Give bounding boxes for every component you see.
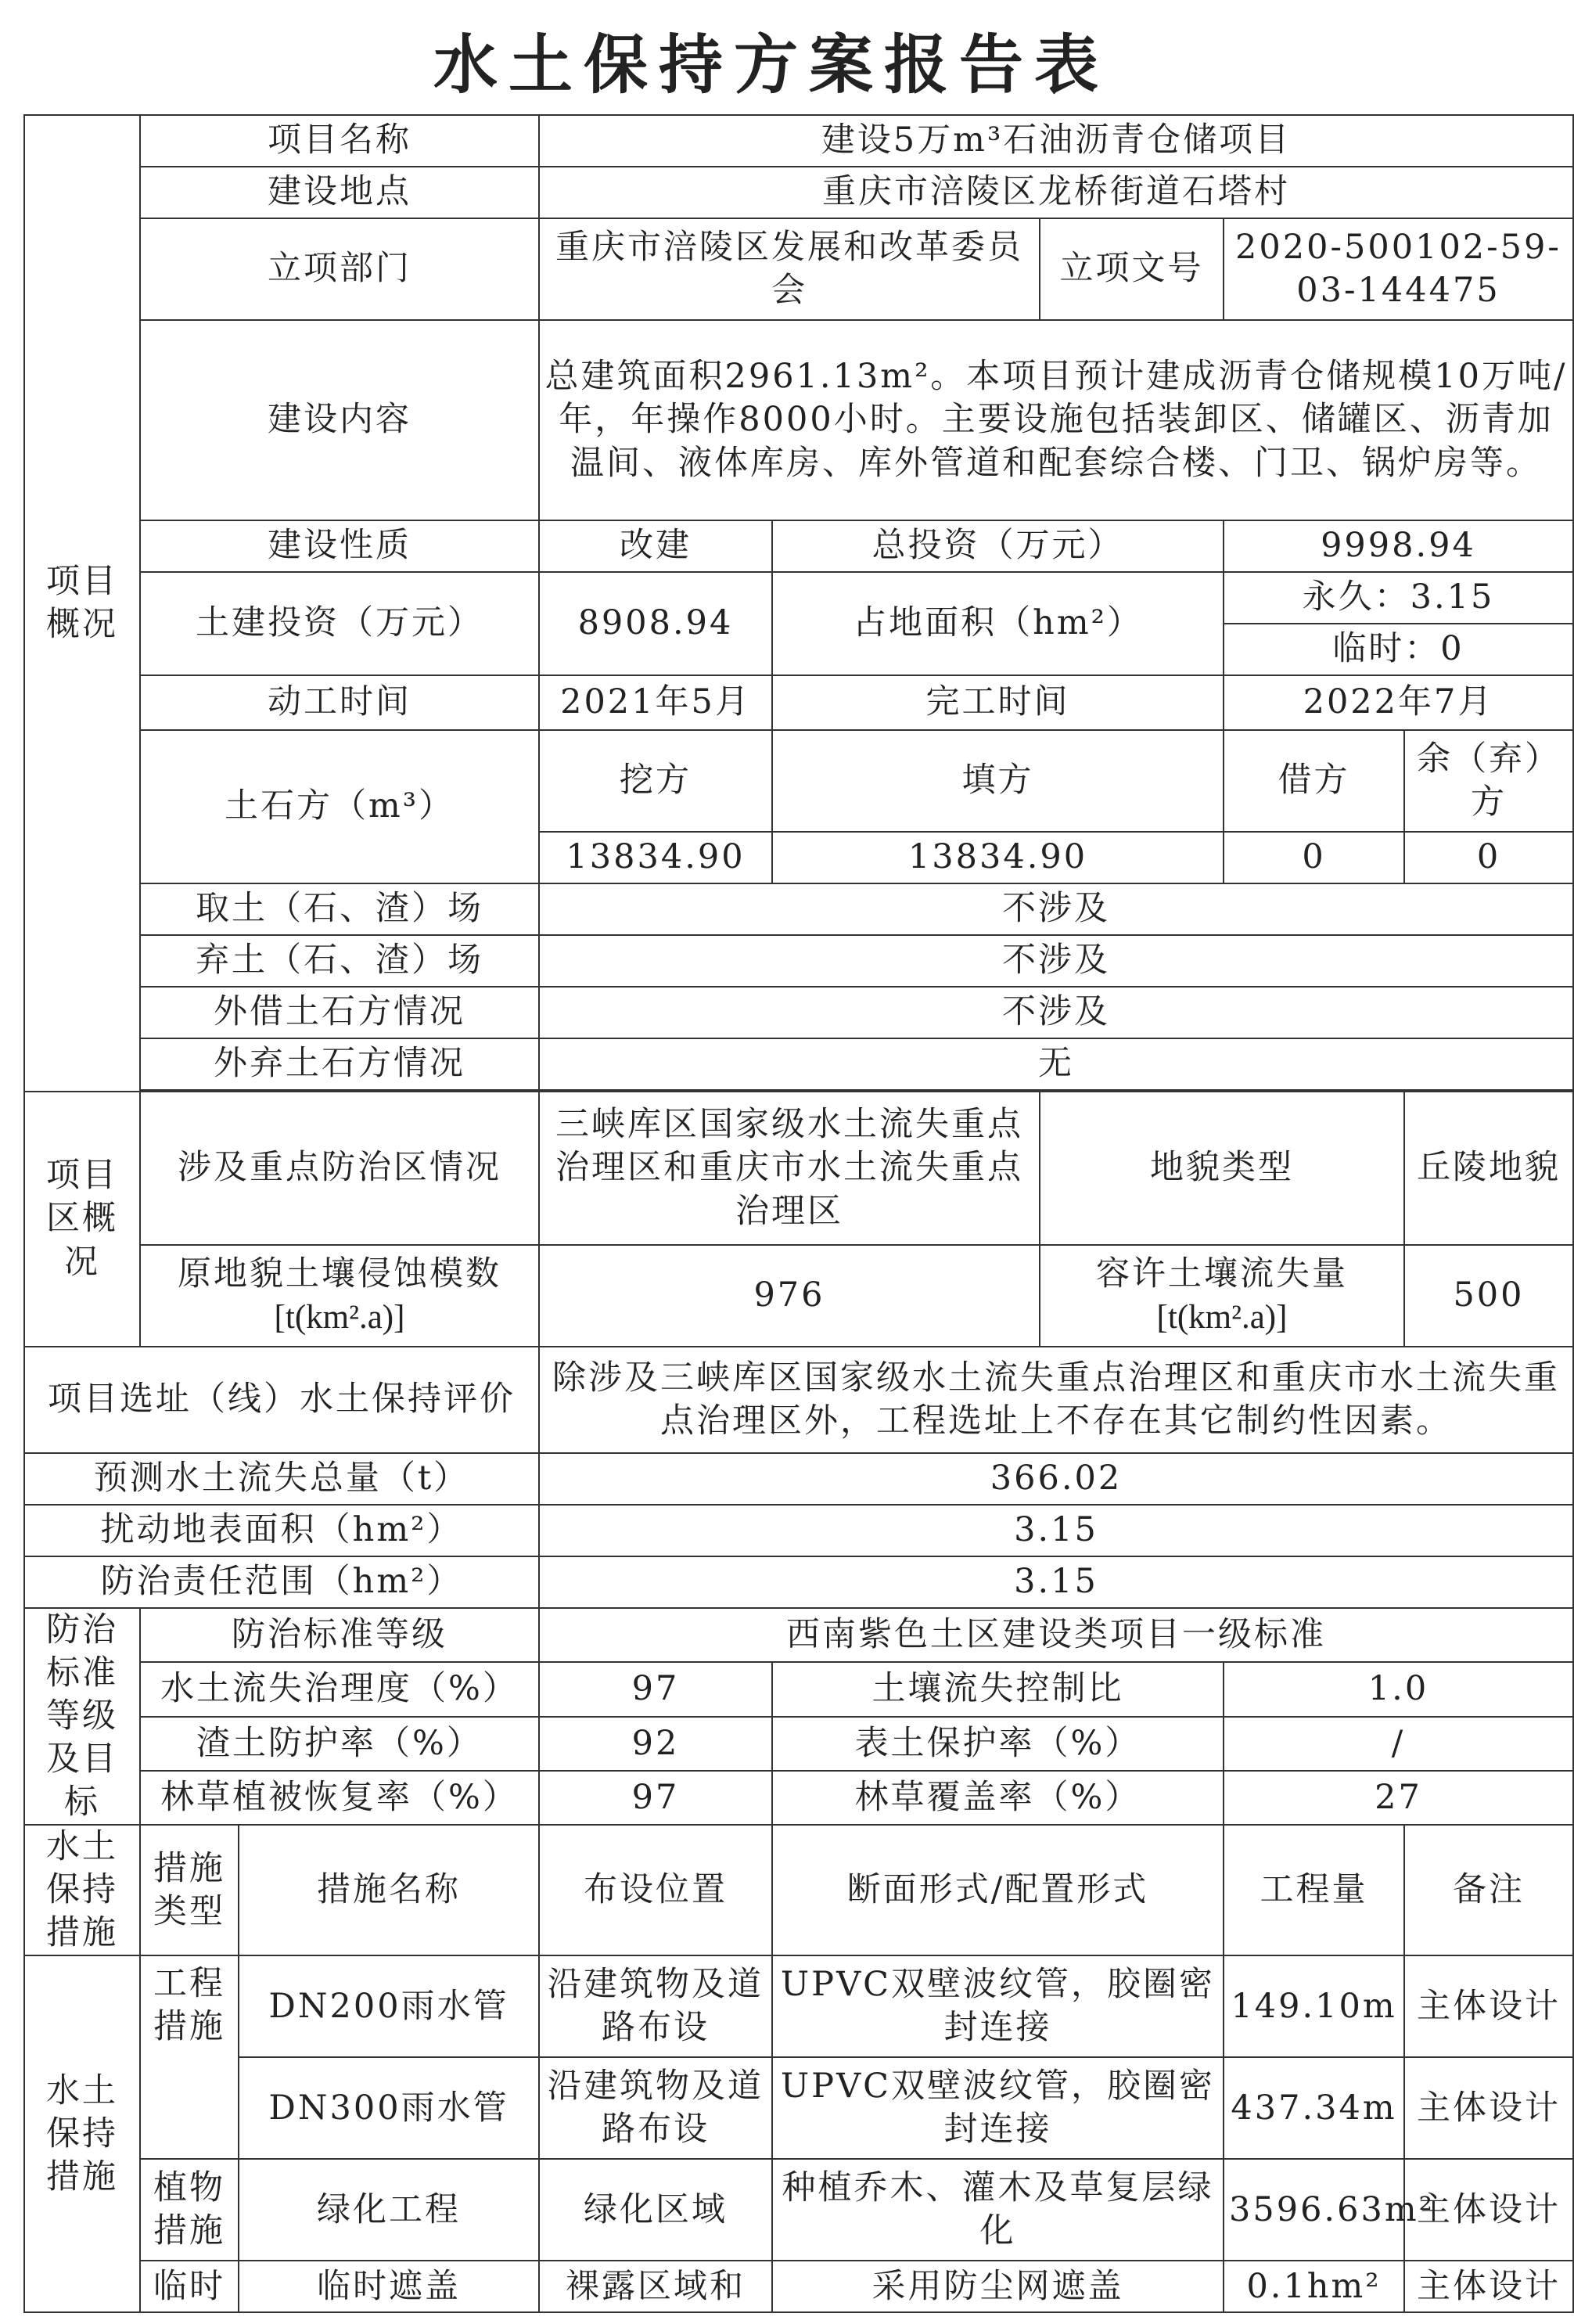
measure-quantity: 437.34m (1224, 2057, 1404, 2159)
table-row (24, 2159, 1573, 2261)
land-permanent: 永久：3.15 (1224, 572, 1573, 624)
loss-total-value: 366.02 (539, 1453, 1573, 1505)
content-label: 建设内容 (140, 320, 539, 520)
measure-location: 沿建筑物及道路布设 (539, 2057, 772, 2159)
erosion-label-unit: [t(km².a)] (274, 1299, 405, 1336)
loss-total-label: 预测水土流失总量（t） (24, 1453, 539, 1505)
vegetation-restore-value: 97 (539, 1771, 772, 1825)
project-name-label: 项目名称 (140, 115, 539, 167)
zone-value: 三峡库区国家级水土流失重点治理区和重庆市水土流失重点治理区 (539, 1092, 1040, 1245)
start-label: 动工时间 (140, 675, 539, 730)
earthwork-header-cut: 挖方 (539, 730, 772, 832)
measure-quantity: 0.1hm² (1224, 2261, 1404, 2312)
landform-value: 丘陵地貌 (1404, 1092, 1573, 1245)
allowable-loss-value: 500 (1404, 1245, 1573, 1347)
external-spoil-label: 外弃土石方情况 (140, 1038, 539, 1090)
evaluation-label: 项目选址（线）水土保持评价 (24, 1347, 539, 1453)
external-borrow-value: 不涉及 (539, 987, 1573, 1038)
measure-name: DN300雨水管 (239, 2057, 539, 2159)
erosion-label (140, 1245, 539, 1347)
responsibility-scope-value: 3.15 (539, 1556, 1573, 1608)
vegetation-cover-value: 27 (1224, 1771, 1573, 1825)
earthwork-header-fill: 填方 (772, 730, 1224, 832)
treatment-rate-value: 97 (539, 1662, 772, 1716)
section-overview-label: 项目概况 (24, 115, 140, 1092)
site-value: 重庆市涪陵区龙桥街道石塔村 (539, 167, 1573, 218)
erosion-value: 976 (539, 1245, 1040, 1347)
measures-header-quantity: 工程量 (1224, 1825, 1404, 1955)
measure-name: 临时遮盖 (239, 2261, 539, 2312)
nature-label: 建设性质 (140, 520, 539, 572)
borrow-site-label: 取土（石、渣）场 (140, 883, 539, 935)
slag-protection-value: 92 (539, 1717, 772, 1771)
topsoil-protection-value: / (1224, 1717, 1573, 1771)
evaluation-value: 除涉及三峡库区国家级水土流失重点治理区和重庆市水土流失重点治理区外，工程选址上不存在其它制约性因素。 (539, 1347, 1573, 1453)
measures-header-type: 措施类型 (140, 1825, 239, 1955)
docno-label: 立项文号 (1040, 218, 1224, 320)
treatment-rate-label: 水土流失治理度（%） (140, 1662, 539, 1716)
disturbed-area-label: 扰动地表面积（hm²） (24, 1505, 539, 1556)
dept-value: 重庆市涪陵区发展和改革委员会 (539, 218, 1040, 320)
measure-quantity: 3596.63m² (1224, 2159, 1404, 2261)
earthwork-value-cut: 13834.90 (539, 832, 772, 883)
spoil-site-value: 不涉及 (539, 935, 1573, 987)
measure-location: 裸露区域和 (539, 2261, 772, 2312)
measures-header-note: 备注 (1404, 1825, 1573, 1955)
end-label: 完工时间 (772, 675, 1224, 730)
measure-type-vegetation: 植物措施 (140, 2159, 239, 2261)
erosion-label-text: 原地貌土壤侵蚀模数 (178, 1254, 501, 1293)
zone-label: 涉及重点防治区情况 (140, 1092, 539, 1245)
table-row (24, 1955, 1573, 2057)
section-measures-body-label: 水土保持措施 (24, 1955, 140, 2312)
measure-form: UPVC双壁波纹管，胶圈密封连接 (772, 2057, 1224, 2159)
measure-note: 主体设计 (1404, 1955, 1573, 2057)
measures-header-name: 措施名称 (239, 1825, 539, 1955)
measure-note: 主体设计 (1404, 2261, 1573, 2312)
grade-value: 西南紫色土区建设类项目一级标准 (539, 1608, 1573, 1662)
grade-label: 防治标准等级 (140, 1608, 539, 1662)
measure-note: 主体设计 (1404, 2057, 1573, 2159)
section-target-label: 防治标准等级及目标 (24, 1608, 140, 1825)
spoil-site-label: 弃土（石、渣）场 (140, 935, 539, 987)
project-name-value: 建设5万m³石油沥青仓储项目 (539, 115, 1573, 167)
section-measures-header-label: 水土保持措施 (24, 1825, 140, 1955)
control-ratio-value: 1.0 (1224, 1662, 1573, 1716)
earthwork-header-surplus: 余（弃）方 (1404, 730, 1573, 832)
landform-label: 地貌类型 (1040, 1092, 1404, 1245)
external-borrow-label: 外借土石方情况 (140, 987, 539, 1038)
responsibility-scope-label: 防治责任范围（hm²） (24, 1556, 539, 1608)
total-invest-label: 总投资（万元） (772, 520, 1224, 572)
start-value: 2021年5月 (539, 675, 772, 730)
measure-type-temporary: 临时 (140, 2261, 239, 2312)
measure-quantity: 149.10m (1224, 1955, 1404, 2057)
section-area-label: 项目区概况 (24, 1092, 140, 1347)
total-invest-value: 9998.94 (1224, 520, 1573, 572)
content-value: 总建筑面积2961.13m²。本项目预计建成沥青仓储规模10万吨/年，年操作8000小时。主要设施包括装卸区、储罐区、沥青加温间、液体库房、库外管道和配套综合楼、门卫、锅炉房等。 (539, 320, 1573, 520)
external-spoil-value: 无 (539, 1038, 1573, 1090)
measure-name: 绿化工程 (239, 2159, 539, 2261)
measure-form: 种植乔木、灌木及草复层绿化 (772, 2159, 1224, 2261)
vegetation-cover-label: 林草覆盖率（%） (772, 1771, 1224, 1825)
site-label: 建设地点 (140, 167, 539, 218)
land-label: 占地面积（hm²） (772, 572, 1224, 675)
end-value: 2022年7月 (1224, 675, 1573, 730)
earthwork-header-borrow: 借方 (1224, 730, 1404, 832)
table-row (24, 2057, 1573, 2159)
measures-header-form: 断面形式/配置形式 (772, 1825, 1224, 1955)
measure-location: 绿化区域 (539, 2159, 772, 2261)
measure-name: DN200雨水管 (239, 1955, 539, 2057)
civil-invest-label: 土建投资（万元） (140, 572, 539, 675)
measure-form: UPVC双壁波纹管，胶圈密封连接 (772, 1955, 1224, 2057)
measure-note: 主体设计 (1404, 2159, 1573, 2261)
document-title: 水土保持方案报告表 (433, 27, 1109, 103)
land-temporary: 临时：0 (1224, 624, 1573, 675)
civil-invest-value: 8908.94 (539, 572, 772, 675)
disturbed-area-value: 3.15 (539, 1505, 1573, 1556)
borrow-site-value: 不涉及 (539, 883, 1573, 935)
measure-location: 沿建筑物及道路布设 (539, 1955, 772, 2057)
table-row (24, 2261, 1573, 2312)
dept-label: 立项部门 (140, 218, 539, 320)
earthwork-value-fill: 13834.90 (772, 832, 1224, 883)
earthwork-label: 土石方（m³） (140, 730, 539, 883)
allowable-loss-label-text: 容许土壤流失量 (1096, 1254, 1348, 1293)
allowable-loss-label (1040, 1245, 1404, 1347)
topsoil-protection-label: 表土保护率（%） (772, 1717, 1224, 1771)
measure-form: 采用防尘网遮盖 (772, 2261, 1224, 2312)
nature-value: 改建 (539, 520, 772, 572)
report-form (23, 114, 1574, 2313)
vegetation-restore-label: 林草植被恢复率（%） (140, 1771, 539, 1825)
allowable-loss-label-unit: [t(km².a)] (1156, 1299, 1288, 1336)
slag-protection-label: 渣土防护率（%） (140, 1717, 539, 1771)
earthwork-value-borrow: 0 (1224, 832, 1404, 883)
docno-value: 2020-500102-59-03-144475 (1224, 218, 1573, 320)
measures-header-location: 布设位置 (539, 1825, 772, 1955)
control-ratio-label: 土壤流失控制比 (772, 1662, 1224, 1716)
earthwork-value-surplus: 0 (1404, 832, 1573, 883)
measure-type-engineering: 工程措施 (140, 1955, 239, 2159)
